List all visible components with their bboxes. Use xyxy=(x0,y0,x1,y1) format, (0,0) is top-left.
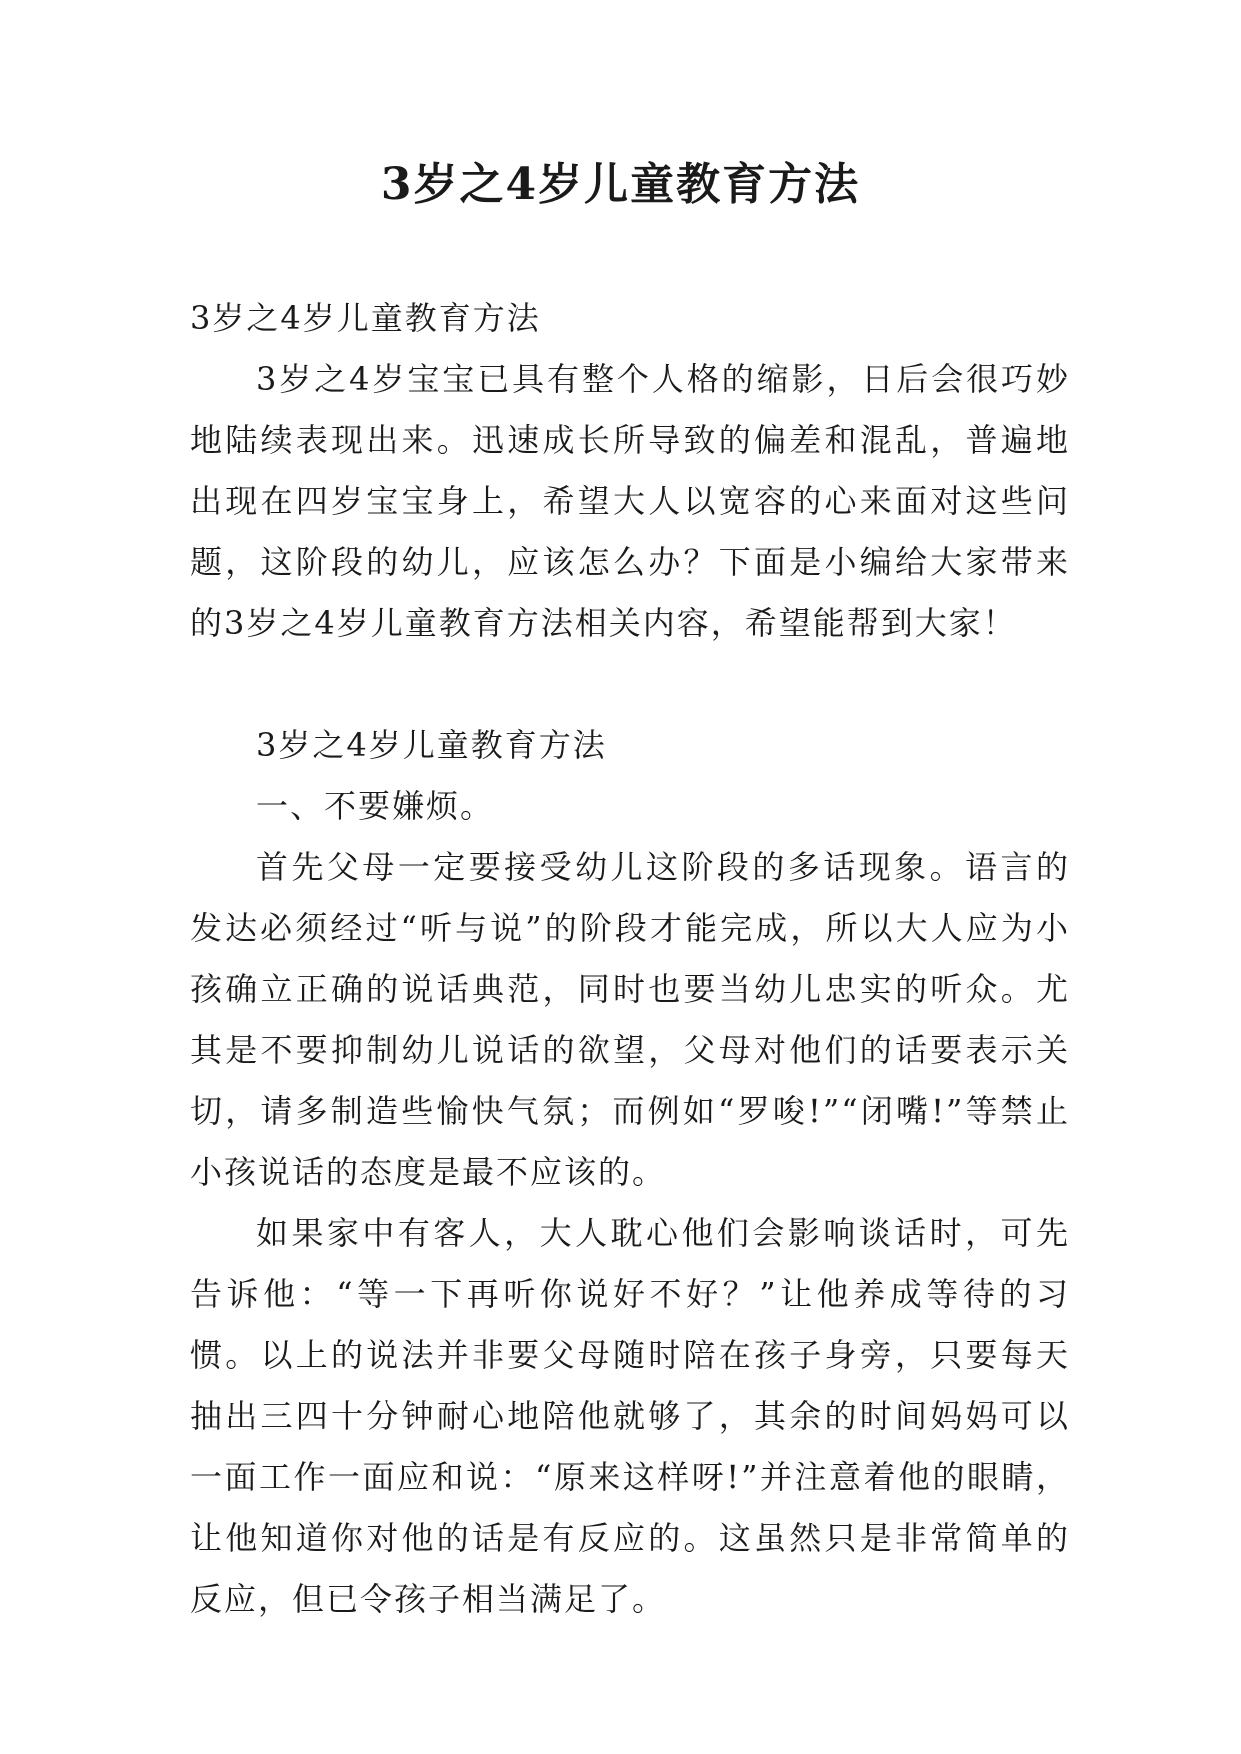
section-heading-intro: 3岁之4岁儿童教育方法 xyxy=(190,299,541,337)
section-heading-methods: 3岁之4岁儿童教育方法 xyxy=(256,726,607,764)
body-paragraph-2: 如果家中有客人，大人耽心他们会影响谈话时，可先告诉他：“等一下再听你说好不好？”让他养成等待的习惯。以上的说法并非要父母随时陪在孩子身旁，只要每天抽出三四十分钟耐心地陪他就够了，其余的时间妈妈可以一面工作一面应和说：“原来这样呀!”并注意着他的眼睛，让他知道你对他的话是有反应的。这虽然只是非常简单的反应，但已令孩子相当满足了。 xyxy=(190,1214,1070,1618)
intro-paragraph: 3岁之4岁宝宝已具有整个人格的缩影，日后会很巧妙地陆续表现出来。迅速成长所导致的偏差和混乱，普遍地出现在四岁宝宝身上，希望大人以宽容的心来面对这些问题，这阶段的幼儿，应该怎么办？下面是小编给大家带来的3岁之4岁儿童教育方法相关内容，希望能帮到大家！ xyxy=(190,360,1070,642)
body-paragraph-1: 首先父母一定要接受幼儿这阶段的多话现象。语言的发达必须经过“听与说”的阶段才能完成，所以大人应为小孩确立正确的说话典范，同时也要当幼儿忠实的听众。尤其是不要抑制幼儿说话的欲望，父母对他们的话要表示关切，请多制造些愉快气氛；而例如“罗唆!”“闭嘴!”等禁止小孩说话的态度是最不应该的。 xyxy=(190,848,1070,1191)
subheading-point-one: 一、不要嫌烦。 xyxy=(256,787,495,825)
document-body xyxy=(190,288,1070,1630)
document-title: 3岁之4岁儿童教育方法 xyxy=(380,159,861,210)
